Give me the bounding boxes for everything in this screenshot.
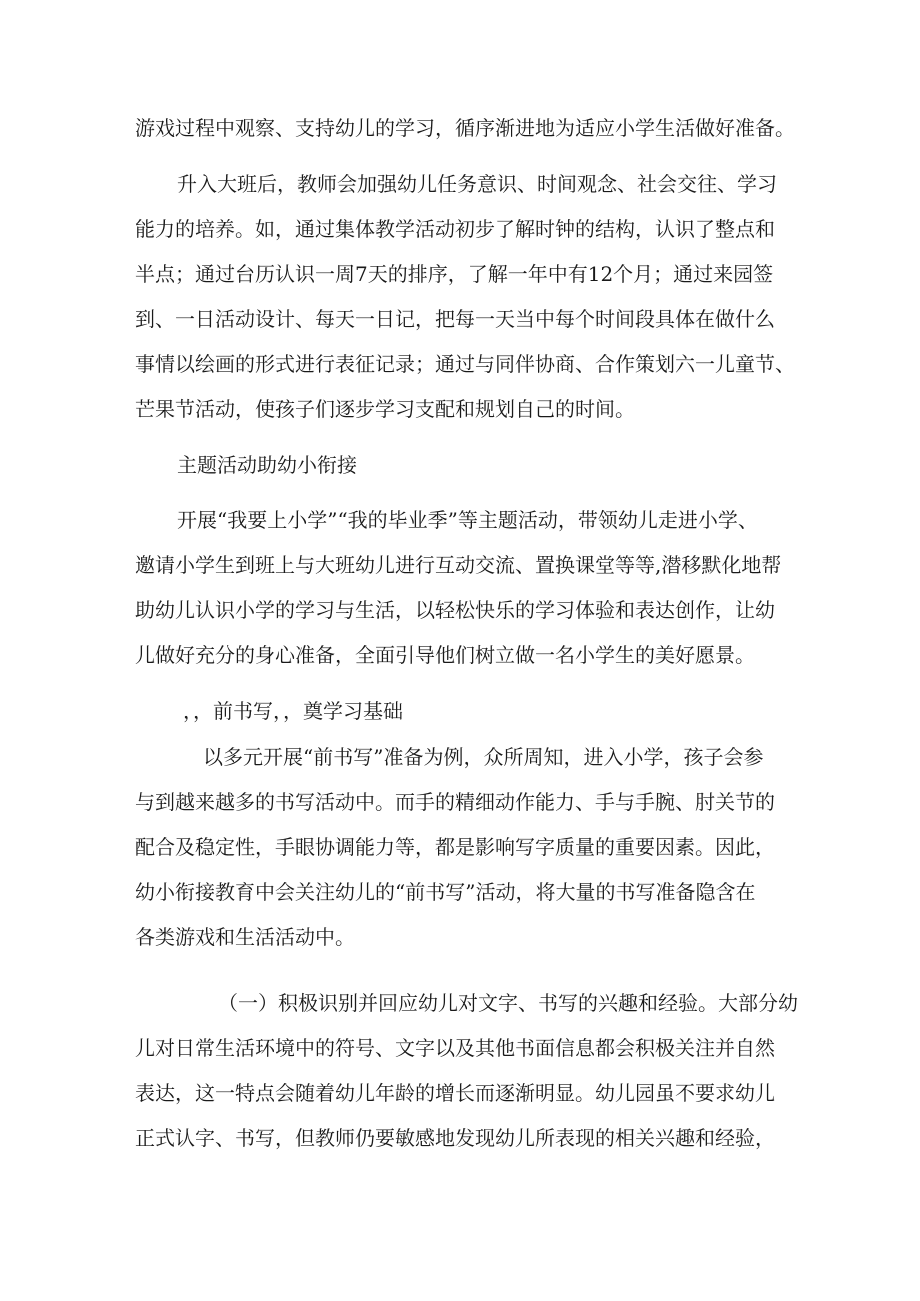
text-line: 正式认字、书写，但教师仍要敏感地发现幼儿所表现的相关兴趣和经验， [135, 1126, 775, 1150]
text-line: 各类游戏和生活活动中。 [135, 925, 355, 949]
text-line: 与到越来越多的书写活动中。而手的精细动作能力、手与手腕、肘关节的 [135, 790, 775, 814]
text-line: 儿做好充分的身心准备，全面引导他们树立做一名小学生的美好愿景。 [135, 643, 755, 667]
text-line: 半点；通过台历认识一周7天的排序，了解一年中有12个月；通过来园签 [135, 262, 774, 286]
text-line: 幼小衔接教育中会关注幼儿的“前书写”活动，将大量的书写准备隐含在 [135, 880, 756, 904]
text-line: 芒果节活动，使孩子们逐步学习支配和规划自己的时间。 [135, 397, 635, 421]
text-line: 事情以绘画的形式进行表征记录；通过与同伴协商、合作策划六一儿童节、 [135, 352, 795, 376]
text-line: 到、一日活动设计、每天一日记，把每一天当中每个时间段具体在做什么 [135, 307, 775, 331]
text-line: 表达，这一特点会随着幼儿年龄的增长而逐渐明显。幼儿园虽不要求幼儿 [135, 1081, 775, 1105]
text-line: 助幼儿认识小学的学习与生活，以轻松快乐的学习体验和表达创作，让幼 [135, 598, 775, 622]
text-line: 邀请小学生到班上与大班幼儿进行互动交流、置换课堂等等,潜移默化地帮 [135, 553, 782, 577]
section-heading: ，，前书写，，奠学习基础 [183, 699, 403, 723]
text-line: 配合及稳定性，手眼协调能力等，都是影响写字质量的重要因素。因此， [135, 835, 775, 859]
text-line: （一）积极识别并回应幼儿对文字、书写的兴趣和经验。大部分幼 [218, 991, 798, 1015]
text-line: 儿对日常生活环境中的符号、文字以及其他书面信息都会积极关注并自然 [135, 1036, 775, 1060]
text-line: 游戏过程中观察、支持幼儿的学习，循序渐进地为适应小学生活做好准备。 [135, 116, 795, 140]
text-line: 开展“我要上小学”“我的毕业季”等主题活动，带领幼儿走进小学、 [177, 508, 758, 532]
text-line: 能力的培养。如，通过集体教学活动初步了解时钟的结构，认识了整点和 [135, 217, 775, 241]
section-heading: 主题活动助幼小衔接 [177, 453, 357, 477]
text-line: 升入大班后，教师会加强幼儿任务意识、时间观念、社会交往、学习 [177, 172, 777, 196]
text-line: 以多元开展“前书写”准备为例，众所周知，进入小学，孩子会参 [203, 745, 764, 769]
